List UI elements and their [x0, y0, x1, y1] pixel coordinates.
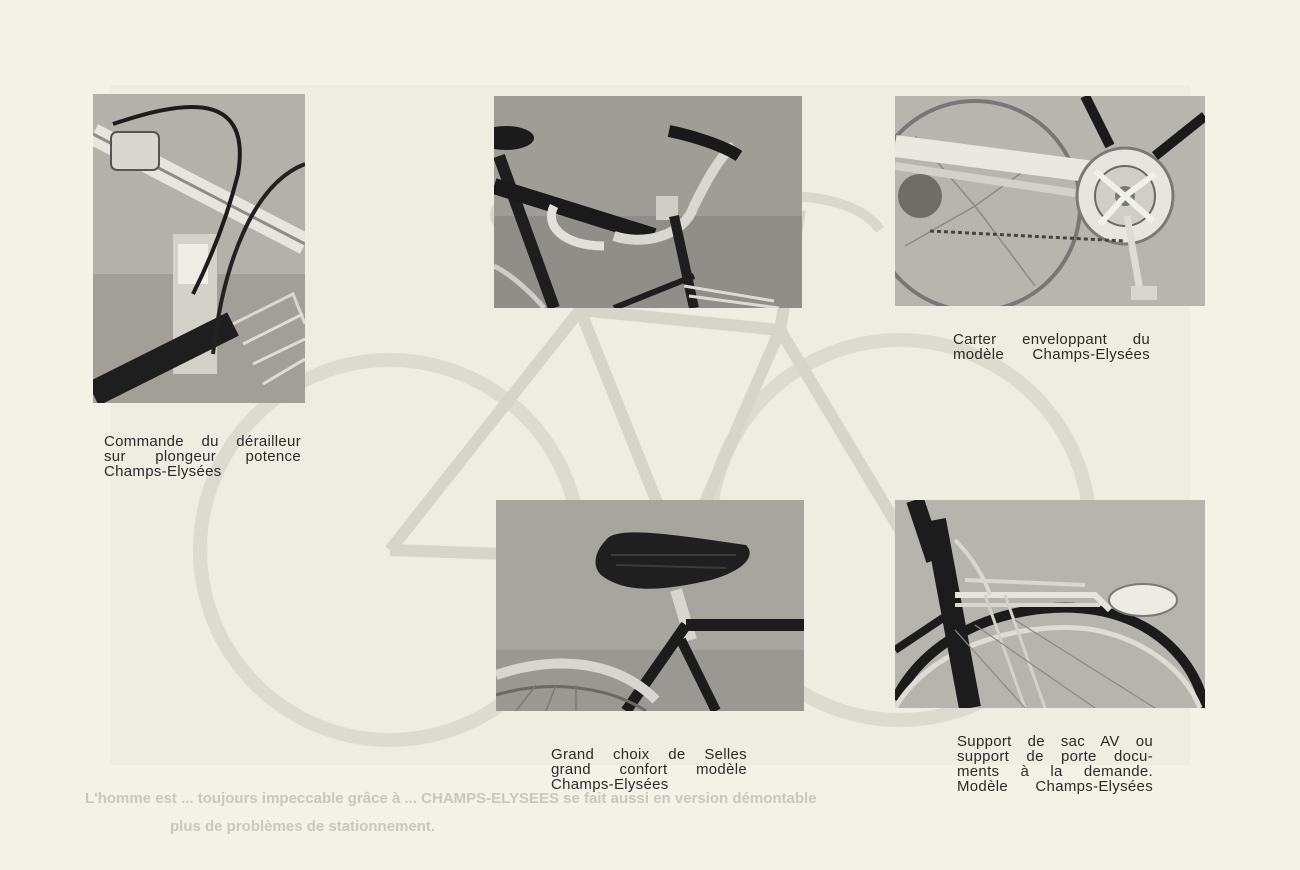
background-text-line: plus de problèmes de stationnement.: [170, 818, 436, 835]
caption-line: Grand choix de Selles: [551, 746, 747, 763]
caption-selles: [551, 747, 747, 792]
caption-line: modèle Champs-Elysées: [953, 346, 1150, 363]
caption-support: [957, 734, 1153, 794]
photo-chain-guard: [895, 96, 1205, 306]
photo-handlebars: [494, 96, 802, 308]
caption-line: ments à la demande.: [957, 763, 1153, 780]
caption-derailleur: [104, 434, 301, 479]
caption-line: Commande du dérailleur: [104, 433, 301, 450]
caption-line: Modèle Champs-Elysées: [957, 778, 1153, 795]
caption-line: grand confort modèle: [551, 761, 747, 778]
background-text-line: L'homme est ... toujours impeccable grâce à ... CHAMPS-ELYSEES se fait aussi en version démontable: [85, 790, 817, 807]
photo-derailleur-control: [93, 94, 305, 403]
caption-line: support de porte docu-: [957, 748, 1153, 765]
caption-line: sur plongeur potence: [104, 448, 301, 465]
photo-front-rack: [895, 500, 1205, 708]
caption-line: Champs-Elysées: [104, 463, 222, 480]
caption-line: Support de sac AV ou: [957, 733, 1153, 750]
caption-carter: [953, 332, 1150, 362]
photo-saddle: [496, 500, 804, 711]
caption-line: Champs-Elysées: [551, 776, 669, 793]
caption-line: Carter enveloppant du: [953, 331, 1150, 348]
